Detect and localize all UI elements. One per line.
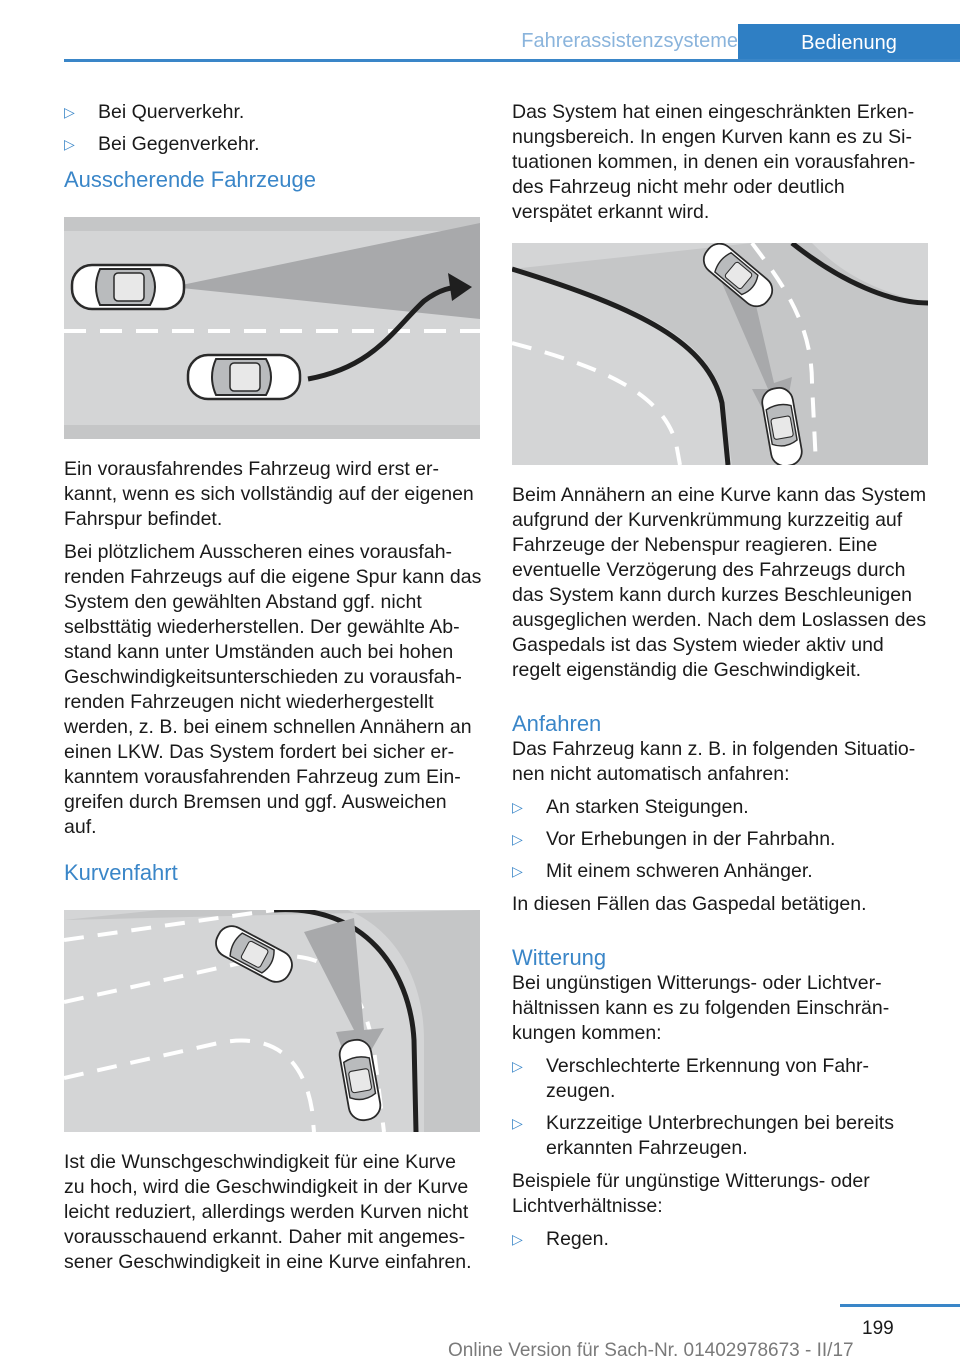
bullet-triangle-icon: ▷ (512, 831, 523, 847)
bullet-triangle-icon: ▷ (64, 136, 75, 152)
page-number: 199 (862, 1318, 894, 1339)
paragraph: Beispiele für ungünstige Witterungs- oder Lichtverhältnisse: (512, 1170, 870, 1217)
paragraph: In diesen Fällen das Gaspedal betätigen. (512, 893, 867, 915)
list-item: ▷ An starken Steigungen. (512, 796, 749, 818)
paragraph: Ein vorausfahrendes Fahrzeug wird erst erkannt, wenn es sich vollständig auf der eigenen Fahrspur befindet. (64, 458, 474, 530)
heading-kurvenfahrt: Kurvenfahrt (64, 860, 178, 885)
bullet-triangle-icon: ▷ (512, 1115, 523, 1131)
bullet-triangle-icon: ▷ (512, 1058, 523, 1074)
paragraph: Bei ungünstigen Witterungs- oder Lichtverhältnissen kann es zu folgenden Einschränkungen kommen: (512, 972, 890, 1044)
left-column (64, 100, 482, 1283)
list-item: ▷ Vor Erhebungen in der Fahrbahn. (512, 828, 836, 850)
bullet-triangle-icon: ▷ (64, 104, 75, 120)
list-item: ▷ Bei Querverkehr. (64, 101, 245, 123)
conditions-list (512, 1227, 930, 1252)
witterung-list (512, 1054, 930, 1161)
footer-online-version: Online Version für Sach-Nr. 01402978673 - II/17 (448, 1340, 854, 1361)
paragraph: Ist die Wunschgeschwindigkeit für eine Kurve zu hoch, wird die Geschwindigkeit in der Kurve leicht reduziert, allerdings werden Kurven nicht vorausschauend erkannt. Daher mit angemessener Geschwindigkeit in eine Kurve einfahren. (64, 1151, 472, 1273)
header-rule (64, 59, 960, 62)
traffic-list (64, 100, 482, 157)
list-item: ▷ Bei Gegenverkehr. (64, 133, 260, 155)
header-section-title: Fahrerassistenzsysteme (521, 30, 738, 52)
paragraph: Beim Annähern an eine Kurve kann das System aufgrund der Kurvenkrümmung kurzzeitig auf Fahrzeuge der Nebenspur reagieren. Eine eventuelle Verzögerung des Fahrzeugs durch das System kann durch kurzes Beschleunigen ausgeglichen werden. Nach dem Loslassen des Gaspedals ist das System wieder aktiv und regelt eigenständig die Geschwindigkeit. (512, 484, 927, 681)
illustration-narrow-curve (512, 243, 928, 465)
heading-anfahren: Anfahren (512, 711, 602, 736)
header-chapter-tab: Bedienung (738, 24, 960, 62)
bullet-triangle-icon: ▷ (512, 863, 523, 879)
heading-witterung: Witterung (512, 945, 607, 970)
bullet-triangle-icon: ▷ (512, 799, 523, 815)
list-item: ▷ Mit einem schweren Anhänger. (512, 860, 813, 882)
anfahren-list (512, 795, 930, 884)
paragraph: Das Fahrzeug kann z. B. in folgenden Situationen nicht automatisch anfahren: (512, 738, 916, 785)
right-column (512, 100, 930, 1260)
list-item: ▷ Kurzzeitige Unterbrechungen bei bereits erkannten Fahrzeugen. (512, 1112, 894, 1159)
illustration-cutting-out-vehicle (64, 217, 480, 439)
paragraph: Das System hat einen eingeschränkten Erkennungsbereich. In engen Kurven kann es zu Situationen kommen, in denen ein vorausfahrendes Fahrzeug nicht mehr oder deutlich verspätet erkannt wird. (512, 101, 916, 223)
footer-rule (840, 1304, 960, 1307)
list-item: ▷ Regen. (512, 1228, 609, 1250)
page-header (64, 24, 960, 62)
bullet-triangle-icon: ▷ (512, 1231, 523, 1247)
list-item: ▷ Verschlechterte Erkennung von Fahrzeugen. (512, 1055, 870, 1102)
paragraph: Bei plötzlichem Ausscheren eines vorausfahrenden Fahrzeugs auf die eigene Spur kann das System den gewählten Abstand ggf. nicht selbsttätig wiederherstellen. Der gewählte Abstand kann unter Umständen auch bei hohen Geschwindigkeitsunterschieden zu vorausfahrenden Fahrzeugen nicht wiederhergestellt werden, z. B. bei einem schnellen Annähern an einen LKW. Das System fordert bei sicher erkanntem vorausfahrenden Fahrzeug zum Eingreifen durch Bremsen und ggf. Ausweichen auf. (64, 541, 482, 838)
heading-ausscherende-fahrzeuge: Ausscherende Fahrzeuge (64, 167, 316, 192)
illustration-curve-driving (64, 910, 480, 1132)
